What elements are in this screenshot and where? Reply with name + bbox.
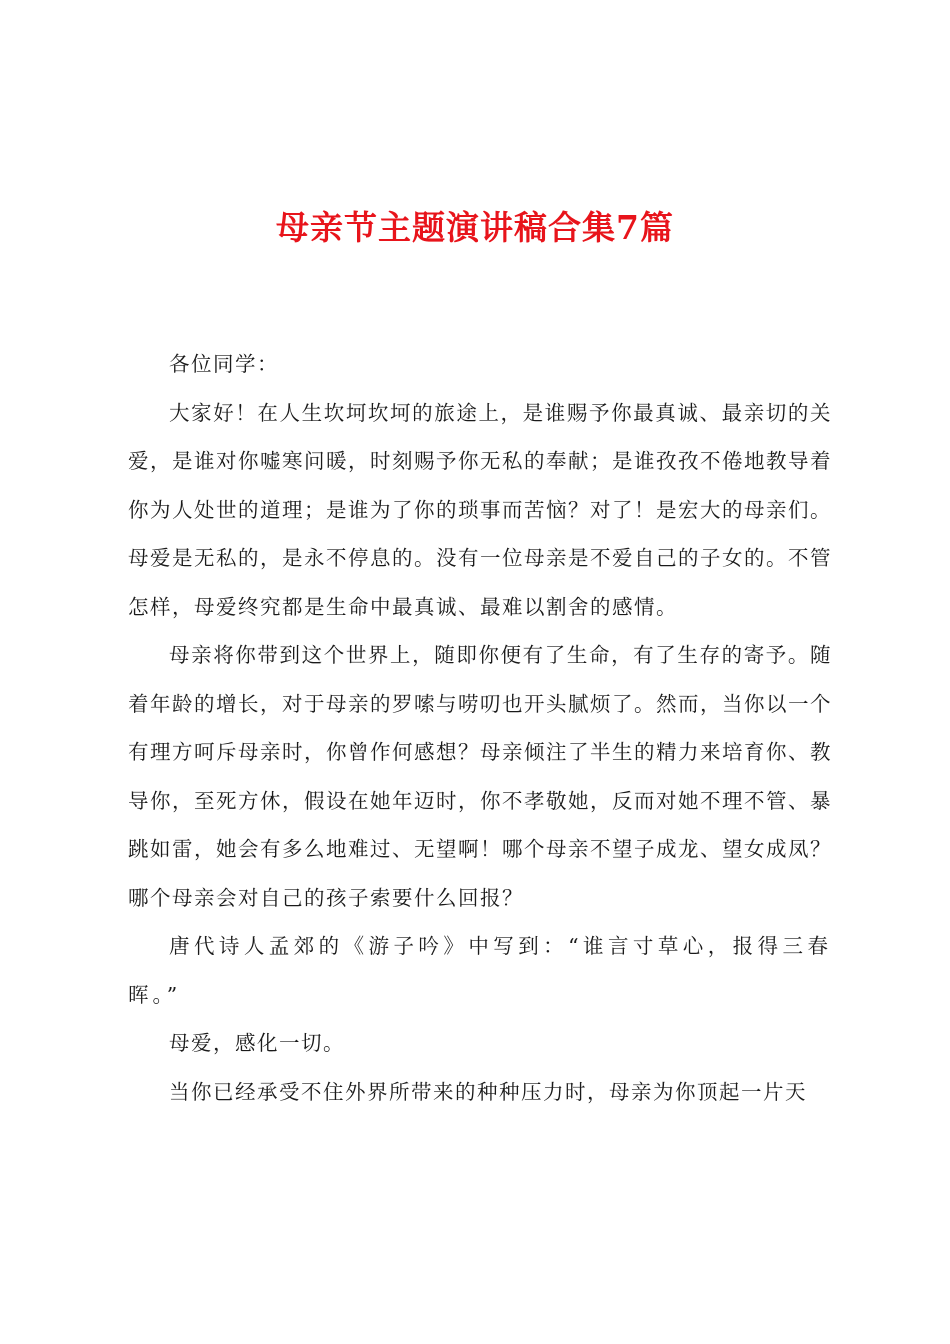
paragraph-2: 母亲将你带到这个世界上，随即你便有了生命，有了生存的寄予。随着年龄的增长，对于母亲的罗嗦与唠叨也开头腻烦了。然而，当你以一个有理方呵斥母亲时，你曾作何感想？母亲倾注了半生的精力来培育你、教导你，至死方休，假设在她年迈时，你不孝敬她，反而对她不理不管、暴跳如雷，她会有多么地难过、无望啊！哪个母亲不望子成龙、望女成凤？哪个母亲会对自己的孩子索要什么回报？ (128, 643, 832, 910)
paragraph-5: 当你已经承受不住外界所带来的种种压力时，母亲为你顶起一片天 (169, 1079, 807, 1104)
paragraph-3-poem: 唐代诗人孟郊的《游子吟》中写到：“谁言寸草心，报得三春晖。” (128, 934, 832, 1007)
document-title: 母亲节主题演讲稿合集7篇 (276, 208, 674, 247)
paragraph-4: 母爱，感化一切。 (169, 1031, 345, 1055)
paragraph-1: 大家好！在人生坎坷坎坷的旅途上，是谁赐予你最真诚、最亲切的关爱，是谁对你嘘寒问暖，时刻赐予你无私的奉献；是谁孜孜不倦地教导着你为人处世的道理；是谁为了你的琐事而苦恼？对了！是宏大的母亲们。母爱是无私的，是永不停息的。没有一位母亲是不爱自己的子女的。不管怎样，母爱终究都是生命中最真诚、最难以割舍的感情。 (128, 400, 832, 619)
document-body (128, 340, 832, 1116)
paragraph-greeting: 各位同学： (169, 352, 279, 376)
